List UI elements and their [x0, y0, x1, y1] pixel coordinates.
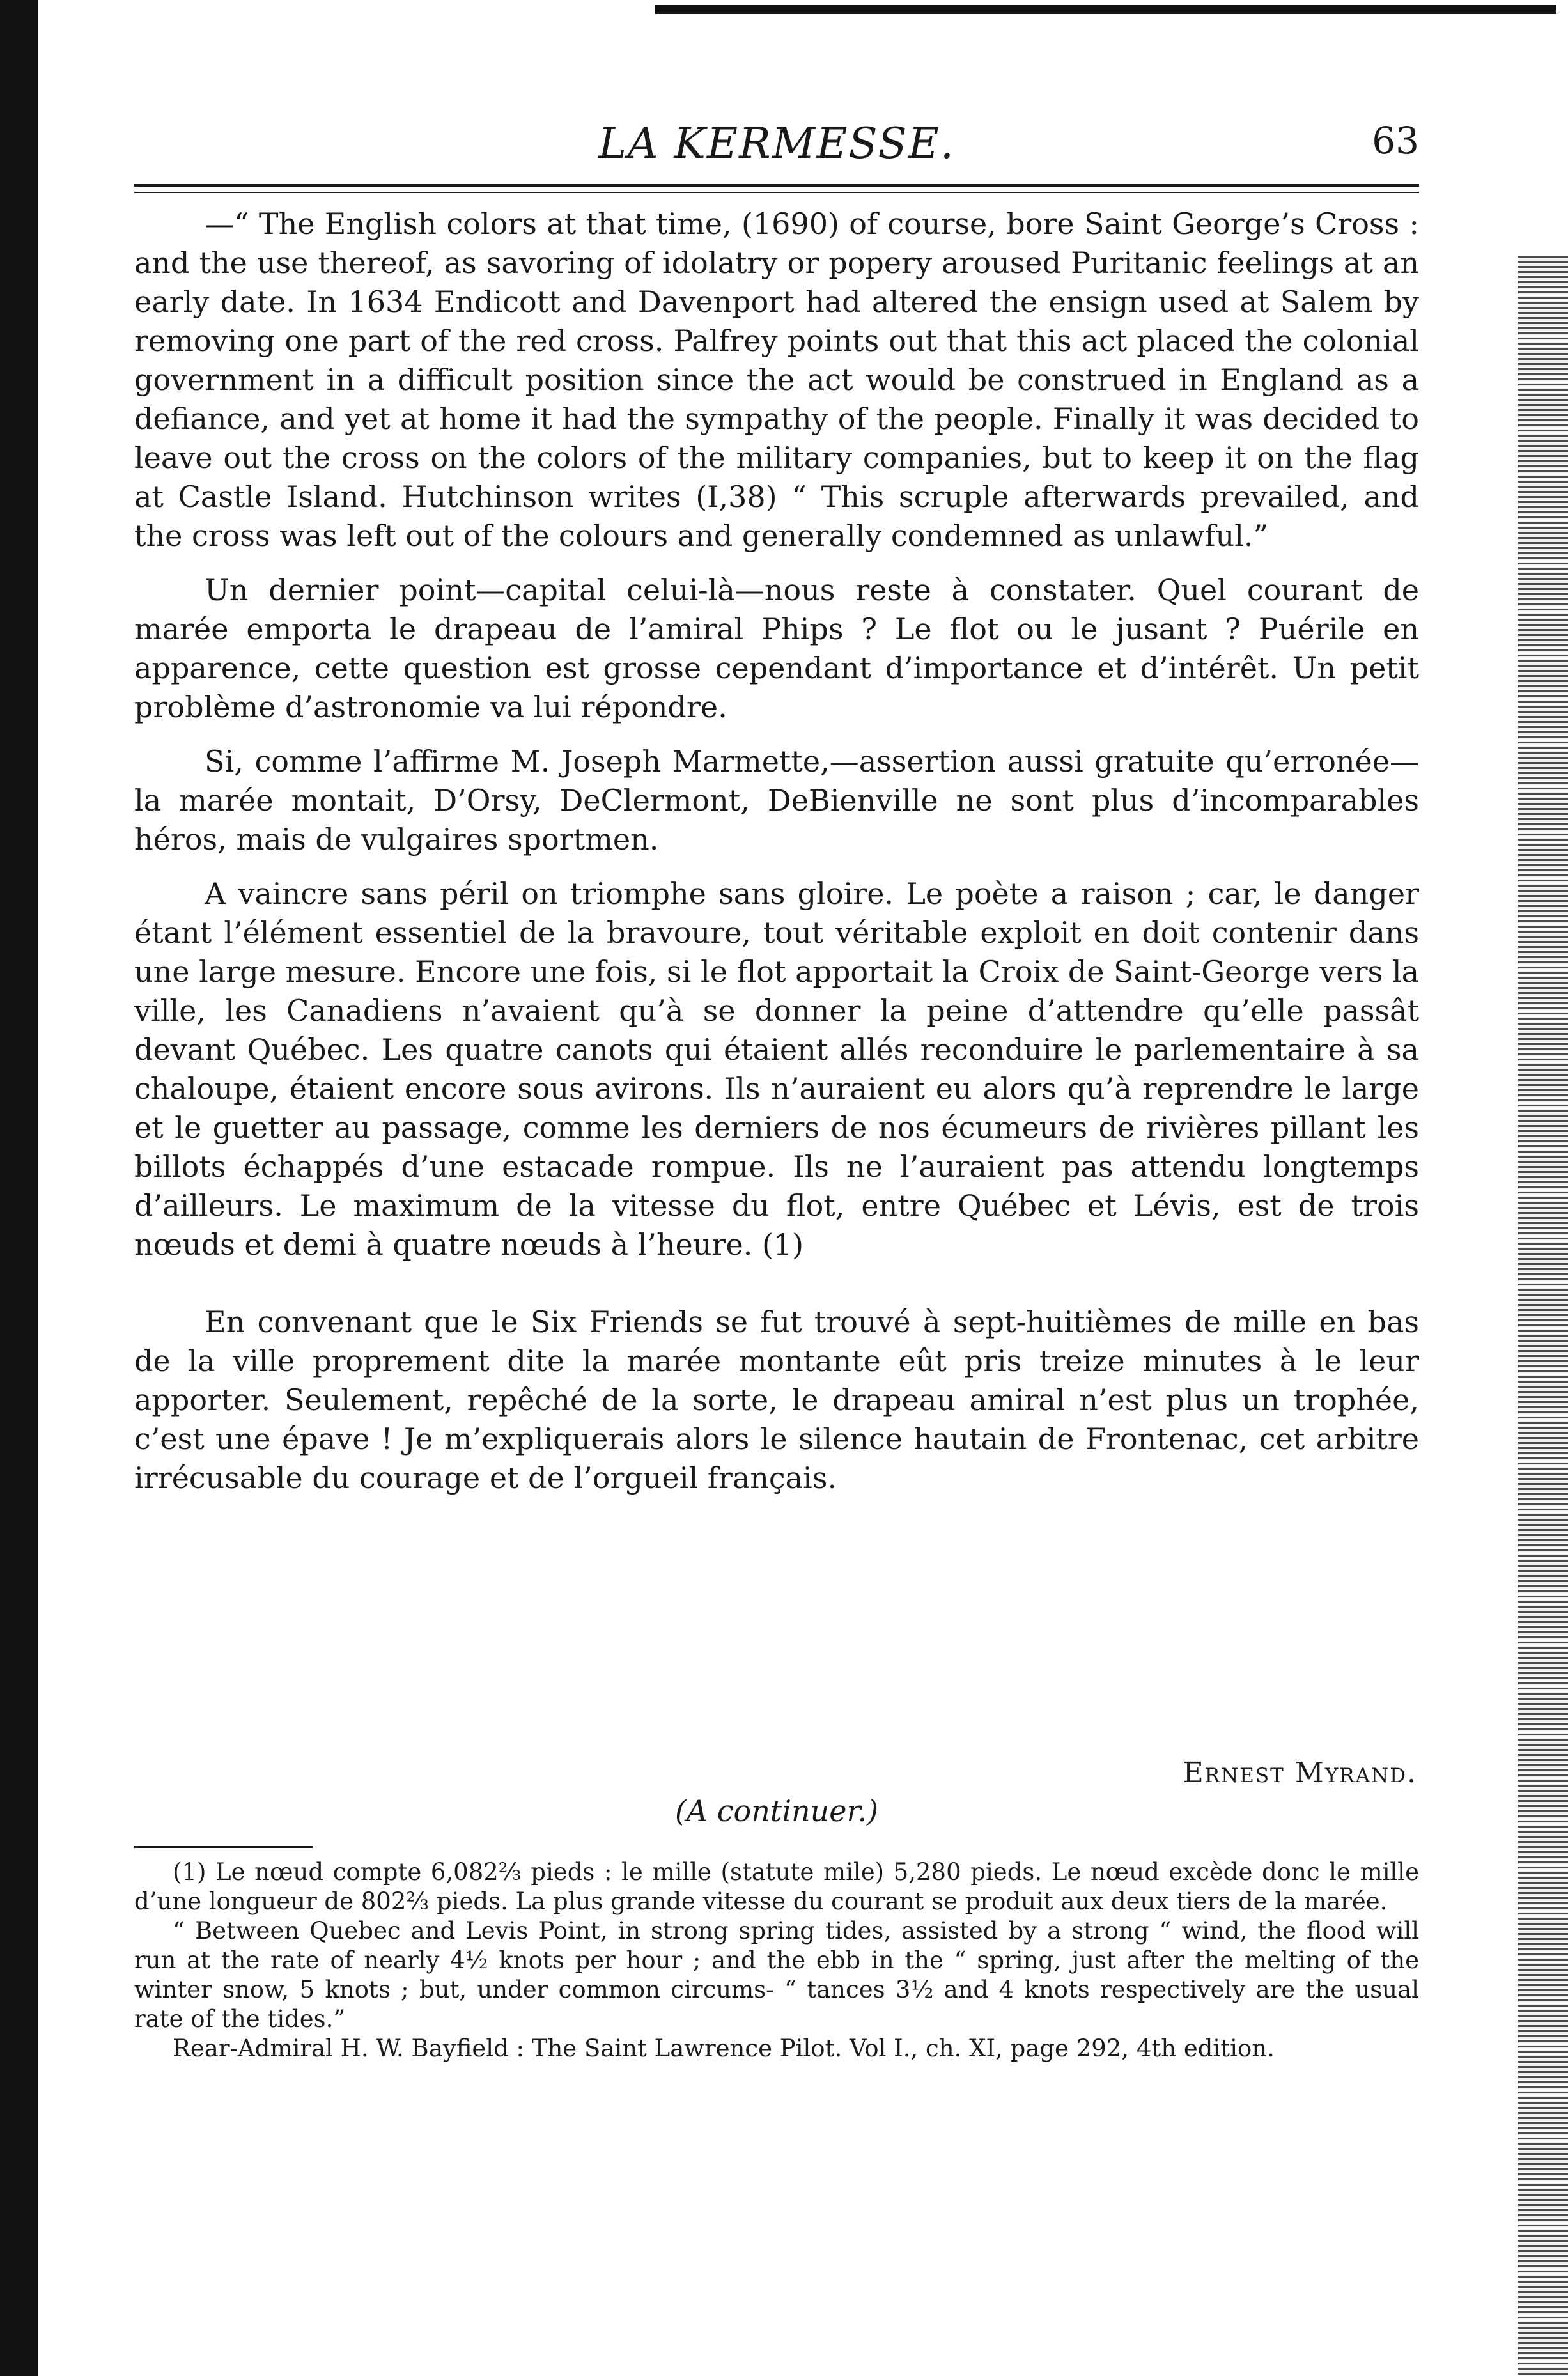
scan-top-rule: [655, 5, 1556, 14]
continuation-note: (A continuer.): [674, 1794, 879, 1828]
footnote: (1) Le nœud compte 6,082⅔ pieds : le mille (statute mile) 5,280 pieds. Le nœud excède donc le mille d’une longueur de 802⅔ pieds. La plus grande vitesse du courant se produit aux deux tiers de la marée.: [134, 1858, 1419, 1915]
signature: Ernest Myrand.: [1183, 1757, 1417, 1789]
footnote-rule: [134, 1846, 313, 1848]
scan-right-edge: [1518, 256, 1568, 2376]
header-rule-thin: [134, 192, 1419, 193]
body-text: [134, 205, 1419, 1513]
scan-left-edge: [0, 0, 38, 2376]
page-number: 63: [1372, 119, 1419, 162]
running-head: [134, 115, 1419, 173]
header-rule: [134, 184, 1419, 187]
footnotes: [134, 1858, 1419, 2063]
paragraph-quote: —“ The English colors at that time, (1690) of course, bore Saint George’s Cross : and the use thereof, as savoring of idolatry or popery aroused Puritanic feelings at an early date. In 1634 Endicott and Davenport had altered the ensign used at Salem by removing one part of the red cross. Palfrey points out that this act placed the colonial government in a difficult position since the act would be construed in England as a defiance, and yet at home it had the sympathy of the people. Finally it was decided to leave out the cross on the colors of the military companies, but to keep it on the flag at Castle Island. Hutchinson writes (I,38) “ This scruple afterwards prevailed, and the cross was left out of the colours and generally condemned as unlawful.”: [134, 206, 1419, 553]
paragraph: A vaincre sans péril on triomphe sans gloire. Le poète a raison ; car, le danger étant l’élément essentiel de la bravoure, tout véritable exploit en doit contenir dans une large mesure. Encore une fois, si le flot apportait la Croix de Saint-George vers la ville, les Canadiens n’avaient qu’à se donner la peine d’attendre qu’elle passât devant Québec. Les quatre canots qui étaient allés reconduire le parlementaire à sa chaloupe, étaient encore sous avirons. Ils n’auraient eu alors qu’à reprendre le large et le guetter au passage, comme les derniers de nos écumeurs de rivières pillant les billots échappés d’une estacade rompue. Ils ne l’auraient pas attendu longtemps d’ailleurs. Le maximum de la vitesse du flot, entre Québec et Lévis, est de trois nœuds et demi à quatre nœuds à l’heure. (1): [134, 876, 1419, 1262]
paragraph: Si, comme l’affirme M. Joseph Marmette,—assertion aussi gratuite qu’erronée—la marée montait, D’Orsy, DeClermont, DeBienville ne sont plus d’incomparables héros, mais de vulgaires sportmen.: [134, 744, 1419, 857]
footnote: Rear-Admiral H. W. Bayfield : The Saint Lawrence Pilot. Vol I., ch. XI, page 292, 4th edition.: [173, 2035, 1275, 2062]
paragraph: En convenant que le Six Friends se fut trouvé à sept-huitièmes de mille en bas de la ville proprement dite la marée montante eût pris treize minutes à le leur apporter. Seulement, repêché de la sorte, le drapeau amiral n’est plus un trophée, c’est une épave ! Je m’expliquerais alors le silence hautain de Frontenac, cet arbitre irrécusable du courage et de l’orgueil français.: [134, 1305, 1419, 1495]
footnote: “ Between Quebec and Levis Point, in strong spring tides, assisted by a strong “ wind, the flood will run at the rate of nearly 4½ knots per hour ; and the ebb in the “ spring, just after the melting of the winter snow, 5 knots ; but, under common circums- “ tances 3½ and 4 knots respectively are the usual rate of the tides.”: [134, 1917, 1419, 2033]
paragraph: Un dernier point—capital celui-là—nous reste à constater. Quel courant de marée emporta le drapeau de l’amiral Phips ? Le flot ou le jusant ? Puérile en apparence, cette question est grosse cependant d’importance et d’intérêt. Un petit problème d’astronomie va lui répondre.: [134, 573, 1419, 724]
running-title: LA KERMESSE.: [598, 119, 955, 168]
